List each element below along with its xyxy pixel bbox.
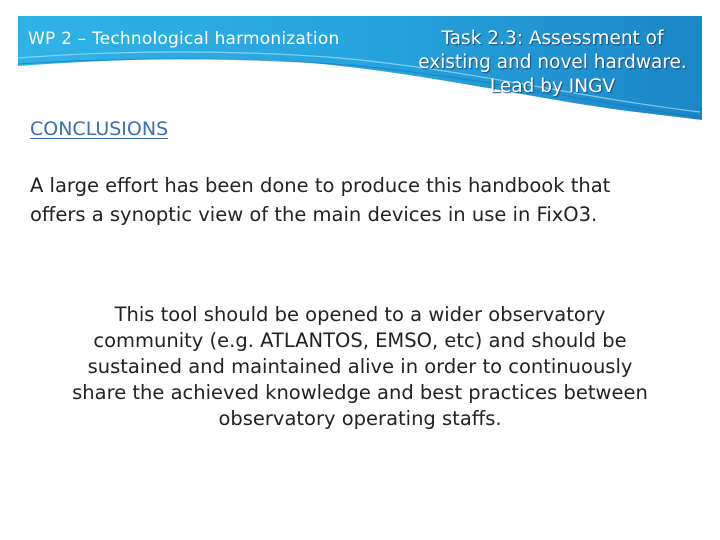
task-title-line: existing and novel hardware. (418, 52, 687, 73)
paragraph-line: A large effort has been done to produce this handbook that (30, 174, 611, 197)
wp-label: WP 2 – Technological harmonization (28, 29, 340, 49)
paragraph-line: share the achieved knowledge and best practices between (72, 381, 648, 404)
task-title-line: Task 2.3: Assessment of (441, 28, 664, 49)
task-title (405, 27, 700, 99)
paragraph-1 (30, 171, 690, 229)
paragraph-line: sustained and maintained alive in order to continuously (87, 355, 633, 378)
paragraph-2 (20, 302, 700, 432)
section-heading: CONCLUSIONS (30, 118, 169, 140)
paragraph-line: community (e.g. ATLANTOS, EMSO, etc) and should be (93, 329, 627, 352)
paragraph-line: This tool should be opened to a wider observatory (114, 303, 606, 326)
paragraph-line: offers a synoptic view of the main devices in use in FixO3. (30, 203, 598, 226)
paragraph-line: observatory operating staffs. (218, 407, 502, 430)
task-title-line: Lead by INGV (489, 76, 616, 97)
